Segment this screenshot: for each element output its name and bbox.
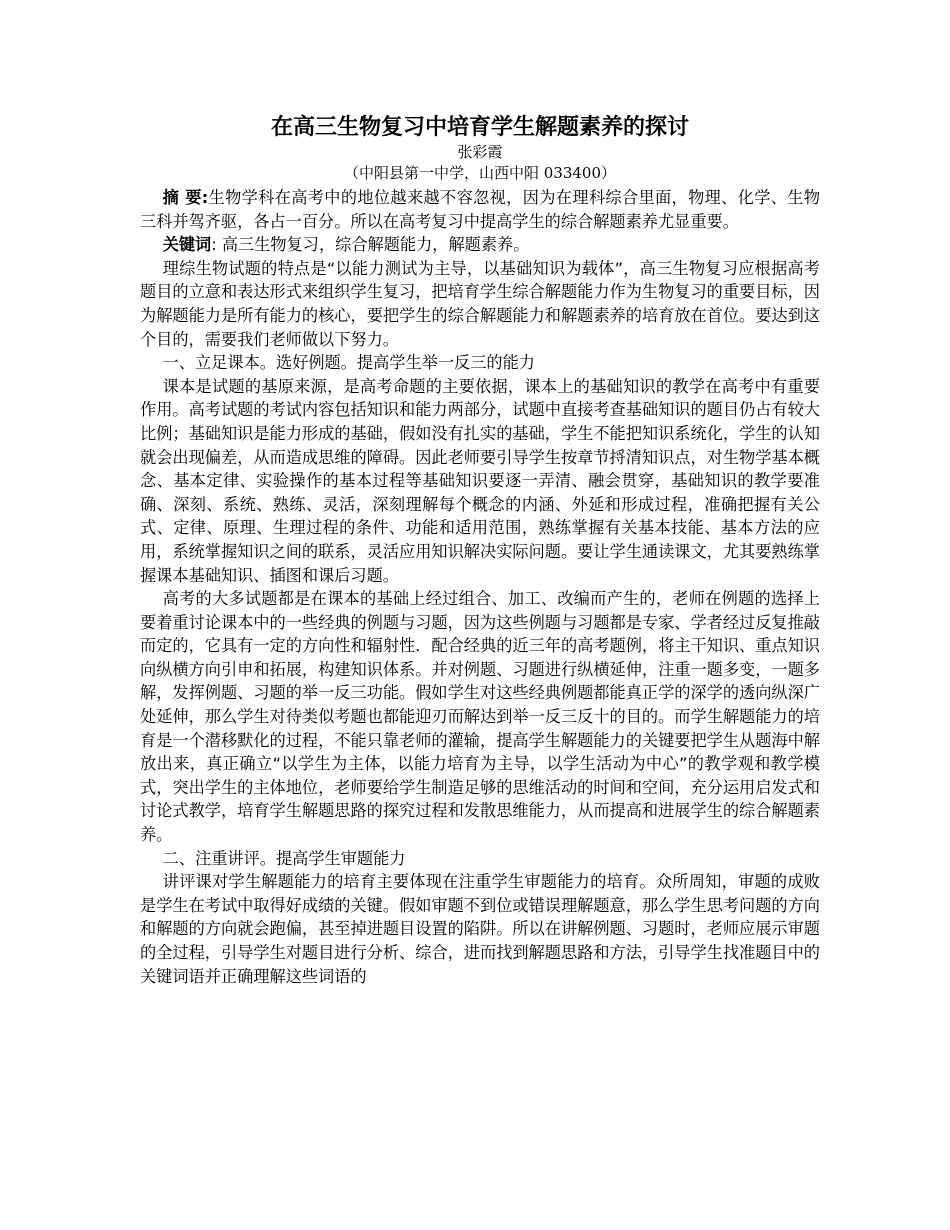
abstract-text: 生物学科在高考中的地位越来越不容忽视，因为在理科综合里面，物理、化学、生物三科并驾齐驱，各占一百分。所以在高考复习中提高学生的综合解题素养尤显重要。 [140,188,821,231]
author-name: 张彩霞 [457,143,503,161]
article-title: 在高三生物复习中培育学生解题素养的探讨 [270,114,689,140]
section-2-paragraph-1: 讲评课对学生解题能力的培育主要体现在注重学生审题能力的培育。众所周知，审题的成败是学生在考试中取得好成绩的关键。假如审题不到位或错误理解题意，那么学生思考问题的方向和解题的方向就会跑偏，甚至掉进题目设置的陷阱。所以在讲解例题、习题时，老师应展示审题的全过程，引导学生对题目进行分析、综合，进而找到解题思路和方法，引导学生找准题目中的关键词语并正确理解这些词语的 [140,872,820,986]
abstract [140,186,820,233]
abstract-label: 摘 要: [162,188,209,207]
keywords [140,233,820,257]
section-1-heading: 一、立足课本。选好例题。提高学生举一反三的能力 [162,353,535,373]
article-body [140,112,820,988]
section-1-paragraph-2: 高考的大多试题都是在课本的基础上经过组合、加工、改编而产生的，老师在例题的选择上要着重讨论课本中的一些经典的例题与习题，因为这些例题与习题都是专家、学者经过反复推敲而定的，它具有一定的方向性和辐射性．配合经典的近三年的高考题例，将主干知识、重点知识向纵横方向引申和拓展，构建知识体系。并对例题、习题进行纵横延伸，注重一题多变，一题多解，发挥例题、习题的举一反三功能。假如学生对这些经典例题都能真正学的深学的透向纵深广处延伸，那么学生对待类似考题也都能迎刃而解达到举一反三反十的目的。而学生解题能力的培育是一个潜移默化的过程，不能只靠老师的灌输，提高学生解题能力的关键要把学生从题海中解放出来，真正确立“以学生为主体，以能力培育为主导，以学生活动为中心”的教学观和教学模式，突出学生的主体地位，老师要给学生制造足够的思维活动的时间和空间，充分运用启发式和讨论式教学，培育学生解题思路的探究过程和发散思维能力，从而提高和进展学生的综合解题素养。 [140,589,820,845]
keywords-text: : 高三生物复习，综合解题能力，解题素养。 [211,235,530,255]
section-2-heading: 二、注重讲评。提高学生审题能力 [162,848,406,868]
section-1-paragraph-1: 课本是试题的基原来源，是高考命题的主要依据，课本上的基础知识的教学在高考中有重要作用。高考试题的考试内容包括知识和能力两部分，试题中直接考查基础知识的题目仍占有较大比例；基础知识是能力形成的基础，假如没有扎实的基础，学生不能把知识系统化，学生的认知就会出现偏差，从而造成思维的障碍。因此老师要引导学生按章节捋清知识点，对生物学基本概念、基本定律、实验操作的基本过程等基础知识要逐一弄清、融会贯穿，基础知识的教学要准确、深刻、系统、熟练、灵活，深刻理解每个概念的内涵、外延和形成过程，准确把握有关公式、定律、原理、生理过程的条件、功能和适用范围，熟练掌握有关基本技能、基本方法的应用，系统掌握知识之间的联系，灵活应用知识解决实际问题。要让学生通读课文，尤其要熟练掌握课本基础知识、插图和课后习题。 [140,376,820,585]
keywords-label: 关键词 [162,235,212,255]
author-affiliation: （中阳县第一中学，山西中阳 033400） [343,164,617,182]
intro-paragraph: 理综生物试题的特点是“以能力测试为主导，以基础知识为载体”，高三生物复习应根据高考题目的立意和表达形式来组织学生复习，把培育学生综合解题能力作为生物复习的重要目标，因为解题能力是所有能力的核心，要把学生的综合解题能力和解题素养的培育放在首位。要达到这个目的，需要我们老师做以下努力。 [140,258,820,349]
